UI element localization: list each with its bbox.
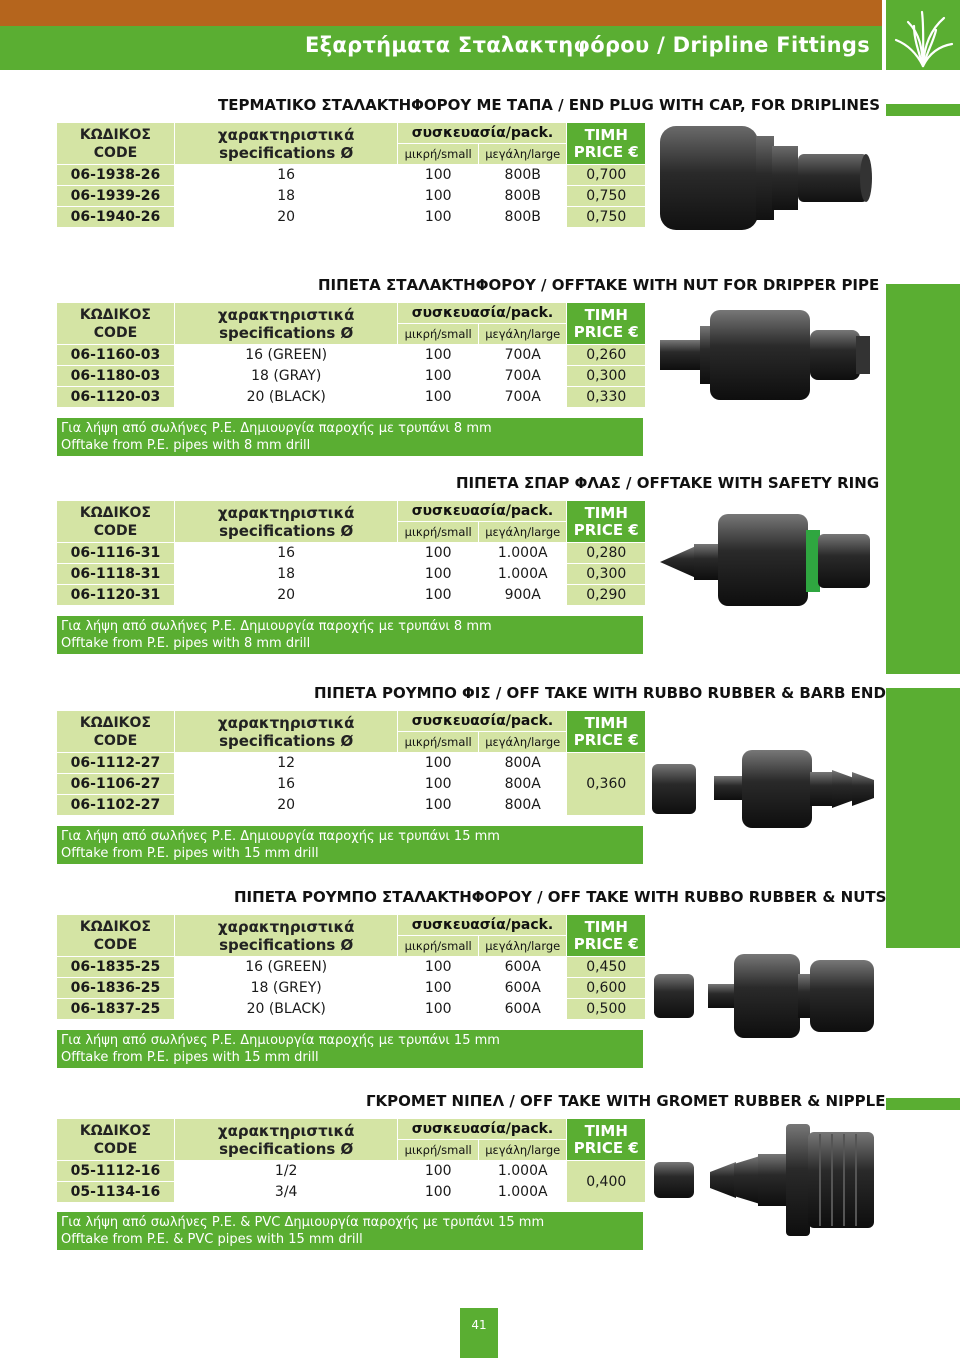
code-cell: 06-1938-26 [57,165,174,185]
small-cell: 100 [398,585,478,605]
small-cell: 100 [398,207,478,227]
usage-note: Για λήψη από σωλήνες Ρ.Ε. Δημιουργία παροχής με τρυπάνι 15 mm Offtake from P.E. pipes with 15 mm drill [57,1030,643,1068]
spec-header: χαρακτηριστικά specifications Ø [175,123,398,164]
usage-note: Για λήψη από σωλήνες Ρ.Ε. & PVC Δημιουργία παροχής με τρυπάνι 15 mm Offtake from P.E. & PVC pipes with 15 mm drill [57,1212,643,1250]
price-cell: 0,280 [567,543,645,563]
price-header: ΤΙΜΗ PRICE € [567,915,645,956]
code-header: ΚΩΔΙΚΟΣ CODE [57,123,174,164]
price-header: ΤΙΜΗ PRICE € [567,303,645,344]
code-header: ΚΩΔΙΚΟΣ CODE [57,1119,174,1160]
small-cell: 100 [398,387,478,407]
small-cell: 100 [398,753,478,773]
spec-cell: 20 [175,585,398,605]
spec-cell: 18 (GREY) [175,978,398,998]
small-cell: 100 [398,345,478,365]
code-cell: 06-1940-26 [57,207,174,227]
code-cell: 06-1160-03 [57,345,174,365]
code-header: ΚΩΔΙΚΟΣ CODE [57,711,174,752]
spec-cell: 16 (GREEN) [175,957,398,977]
large-header: μεγάλη/large [479,732,567,752]
small-cell: 100 [398,564,478,584]
small-cell: 100 [398,774,478,794]
page-number: 41 [460,1308,498,1358]
large-cell: 800B [479,186,567,206]
section-title: ΠΙΠΕΤΑ ΡΟΥΜΠΟ ΦΙΣ / OFF TAKE WITH RUBBO RUBBER & BARB END [314,684,886,702]
usage-note: Για λήψη από σωλήνες Ρ.Ε. Δημιουργία παροχής με τρυπάνι 15 mm Offtake from P.E. pipes with 15 mm drill [57,826,643,864]
large-header: μεγάλη/large [479,522,567,542]
small-cell: 100 [398,1182,478,1202]
price-cell: 0,750 [567,186,645,206]
price-cell: 0,400 [567,1161,645,1202]
code-cell: 06-1180-03 [57,366,174,386]
pack-header: συσκευασία/pack. [398,303,566,323]
code-cell: 06-1837-25 [57,999,174,1019]
spec-table [56,500,646,606]
code-header: ΚΩΔΙΚΟΣ CODE [57,915,174,956]
large-cell: 1.000A [479,1161,567,1181]
large-header: μεγάλη/large [479,324,567,344]
price-header: ΤΙΜΗ PRICE € [567,123,645,164]
small-header: μικρή/small [398,522,478,542]
large-cell: 700A [479,366,567,386]
large-cell: 800B [479,207,567,227]
large-cell: 1.000A [479,564,567,584]
small-header: μικρή/small [398,936,478,956]
small-cell: 100 [398,1161,478,1181]
large-cell: 800A [479,774,567,794]
small-cell: 100 [398,795,478,815]
large-cell: 700A [479,387,567,407]
spec-cell: 16 [175,774,398,794]
spec-table [56,710,646,816]
large-cell: 1.000A [479,1182,567,1202]
small-header: μικρή/small [398,324,478,344]
price-cell: 0,700 [567,165,645,185]
spec-cell: 20 (BLACK) [175,999,398,1019]
spec-header: χαρακτηριστικά specifications Ø [175,711,398,752]
usage-note: Για λήψη από σωλήνες Ρ.Ε. Δημιουργία παροχής με τρυπάνι 8 mm Offtake from P.E. pipes with 8 mm drill [57,418,643,456]
price-cell: 0,300 [567,366,645,386]
price-header: ΤΙΜΗ PRICE € [567,501,645,542]
price-cell: 0,600 [567,978,645,998]
spec-cell: 18 [175,564,398,584]
large-cell: 800B [479,165,567,185]
code-header: ΚΩΔΙΚΟΣ CODE [57,501,174,542]
code-header: ΚΩΔΙΚΟΣ CODE [57,303,174,344]
code-cell: 06-1836-25 [57,978,174,998]
price-header: ΤΙΜΗ PRICE € [567,711,645,752]
code-cell: 06-1939-26 [57,186,174,206]
small-cell: 100 [398,165,478,185]
small-cell: 100 [398,957,478,977]
spec-cell: 18 (GRAY) [175,366,398,386]
price-cell: 0,290 [567,585,645,605]
large-cell: 1.000A [479,543,567,563]
large-cell: 600A [479,957,567,977]
spec-cell: 3/4 [175,1182,398,1202]
spec-table [56,1118,646,1203]
spec-table [56,302,646,408]
spec-cell: 20 [175,795,398,815]
small-header: μικρή/small [398,1140,478,1160]
offtake-nut-image [656,306,878,406]
side-bar [886,284,960,674]
spec-cell: 18 [175,186,398,206]
spec-table [56,122,646,228]
small-cell: 100 [398,999,478,1019]
spec-cell: 16 [175,543,398,563]
code-cell: 06-1112-27 [57,753,174,773]
rubbo-barb-image [648,740,880,840]
spec-cell: 16 [175,165,398,185]
rubbo-nuts-image [650,946,880,1046]
code-cell: 06-1102-27 [57,795,174,815]
title-bar [0,26,882,70]
code-cell: 06-1118-31 [57,564,174,584]
large-cell: 600A [479,978,567,998]
grass-logo-icon [886,0,960,70]
small-cell: 100 [398,543,478,563]
pack-header: συσκευασία/pack. [398,501,566,521]
code-cell: 06-1120-31 [57,585,174,605]
pack-header: συσκευασία/pack. [398,711,566,731]
large-cell: 800A [479,753,567,773]
small-cell: 100 [398,366,478,386]
spec-header: χαρακτηριστικά specifications Ø [175,501,398,542]
small-header: μικρή/small [398,144,478,164]
code-cell: 06-1116-31 [57,543,174,563]
large-cell: 800A [479,795,567,815]
code-cell: 05-1134-16 [57,1182,174,1202]
spec-header: χαρακτηριστικά specifications Ø [175,915,398,956]
code-cell: 06-1106-27 [57,774,174,794]
code-cell: 05-1112-16 [57,1161,174,1181]
large-header: μεγάλη/large [479,1140,567,1160]
code-cell: 06-1120-03 [57,387,174,407]
pack-header: συσκευασία/pack. [398,1119,566,1139]
side-bar [886,1098,960,1110]
spec-cell: 20 [175,207,398,227]
section-title: ΠΙΠΕΤΑ ΣΤΑΛΑΚΤΗΦΟΡΟΥ / OFFTAKE WITH NUT FOR DRIPPER PIPE [318,276,880,294]
price-cell: 0,260 [567,345,645,365]
side-bar [886,688,960,948]
spec-header: χαρακτηριστικά specifications Ø [175,1119,398,1160]
pack-header: συσκευασία/pack. [398,915,566,935]
price-cell: 0,750 [567,207,645,227]
large-cell: 900A [479,585,567,605]
price-cell: 0,330 [567,387,645,407]
small-cell: 100 [398,978,478,998]
price-cell: 0,300 [567,564,645,584]
top-brown-band [0,0,882,26]
section-title: ΠΙΠΕΤΑ ΡΟΥΜΠΟ ΣΤΑΛΑΚΤΗΦΟΡΟΥ / OFF TAKE WITH RUBBO RUBBER & NUTS [234,888,887,906]
safety-ring-image [656,504,878,614]
small-header: μικρή/small [398,732,478,752]
large-header: μεγάλη/large [479,144,567,164]
side-bar [886,104,960,116]
spec-header: χαρακτηριστικά specifications Ø [175,303,398,344]
large-cell: 700A [479,345,567,365]
spec-cell: 12 [175,753,398,773]
spec-cell: 1/2 [175,1161,398,1181]
page-title: Εξαρτήματα Σταλακτηφόρου / Dripline Fittings [305,33,870,57]
price-header: ΤΙΜΗ PRICE € [567,1119,645,1160]
spec-table [56,914,646,1020]
pack-header: συσκευασία/pack. [398,123,566,143]
price-cell: 0,500 [567,999,645,1019]
price-cell: 0,360 [567,753,645,815]
end-plug-image [652,118,874,236]
gromet-nipple-image [650,1120,880,1240]
small-cell: 100 [398,186,478,206]
large-cell: 600A [479,999,567,1019]
section-title: ΤΕΡΜΑΤΙΚΟ ΣΤΑΛΑΚΤΗΦΟΡΟΥ ΜΕ ΤΑΠΑ / END PLUG WITH CAP, FOR DRIPLINES [218,96,880,114]
large-header: μεγάλη/large [479,936,567,956]
section-title: ΠΙΠΕΤΑ ΣΠΑΡ ΦΛΑΣ / OFFTAKE WITH SAFETY RING [456,474,880,492]
spec-cell: 20 (BLACK) [175,387,398,407]
section-title: ΓΚΡΟΜΕΤ ΝΙΠΕΛ / OFF TAKE WITH GROMET RUBBER & NIPPLE [366,1092,886,1110]
price-cell: 0,450 [567,957,645,977]
usage-note: Για λήψη από σωλήνες Ρ.Ε. Δημιουργία παροχής με τρυπάνι 8 mm Offtake from P.E. pipes with 8 mm drill [57,616,643,654]
spec-cell: 16 (GREEN) [175,345,398,365]
code-cell: 06-1835-25 [57,957,174,977]
